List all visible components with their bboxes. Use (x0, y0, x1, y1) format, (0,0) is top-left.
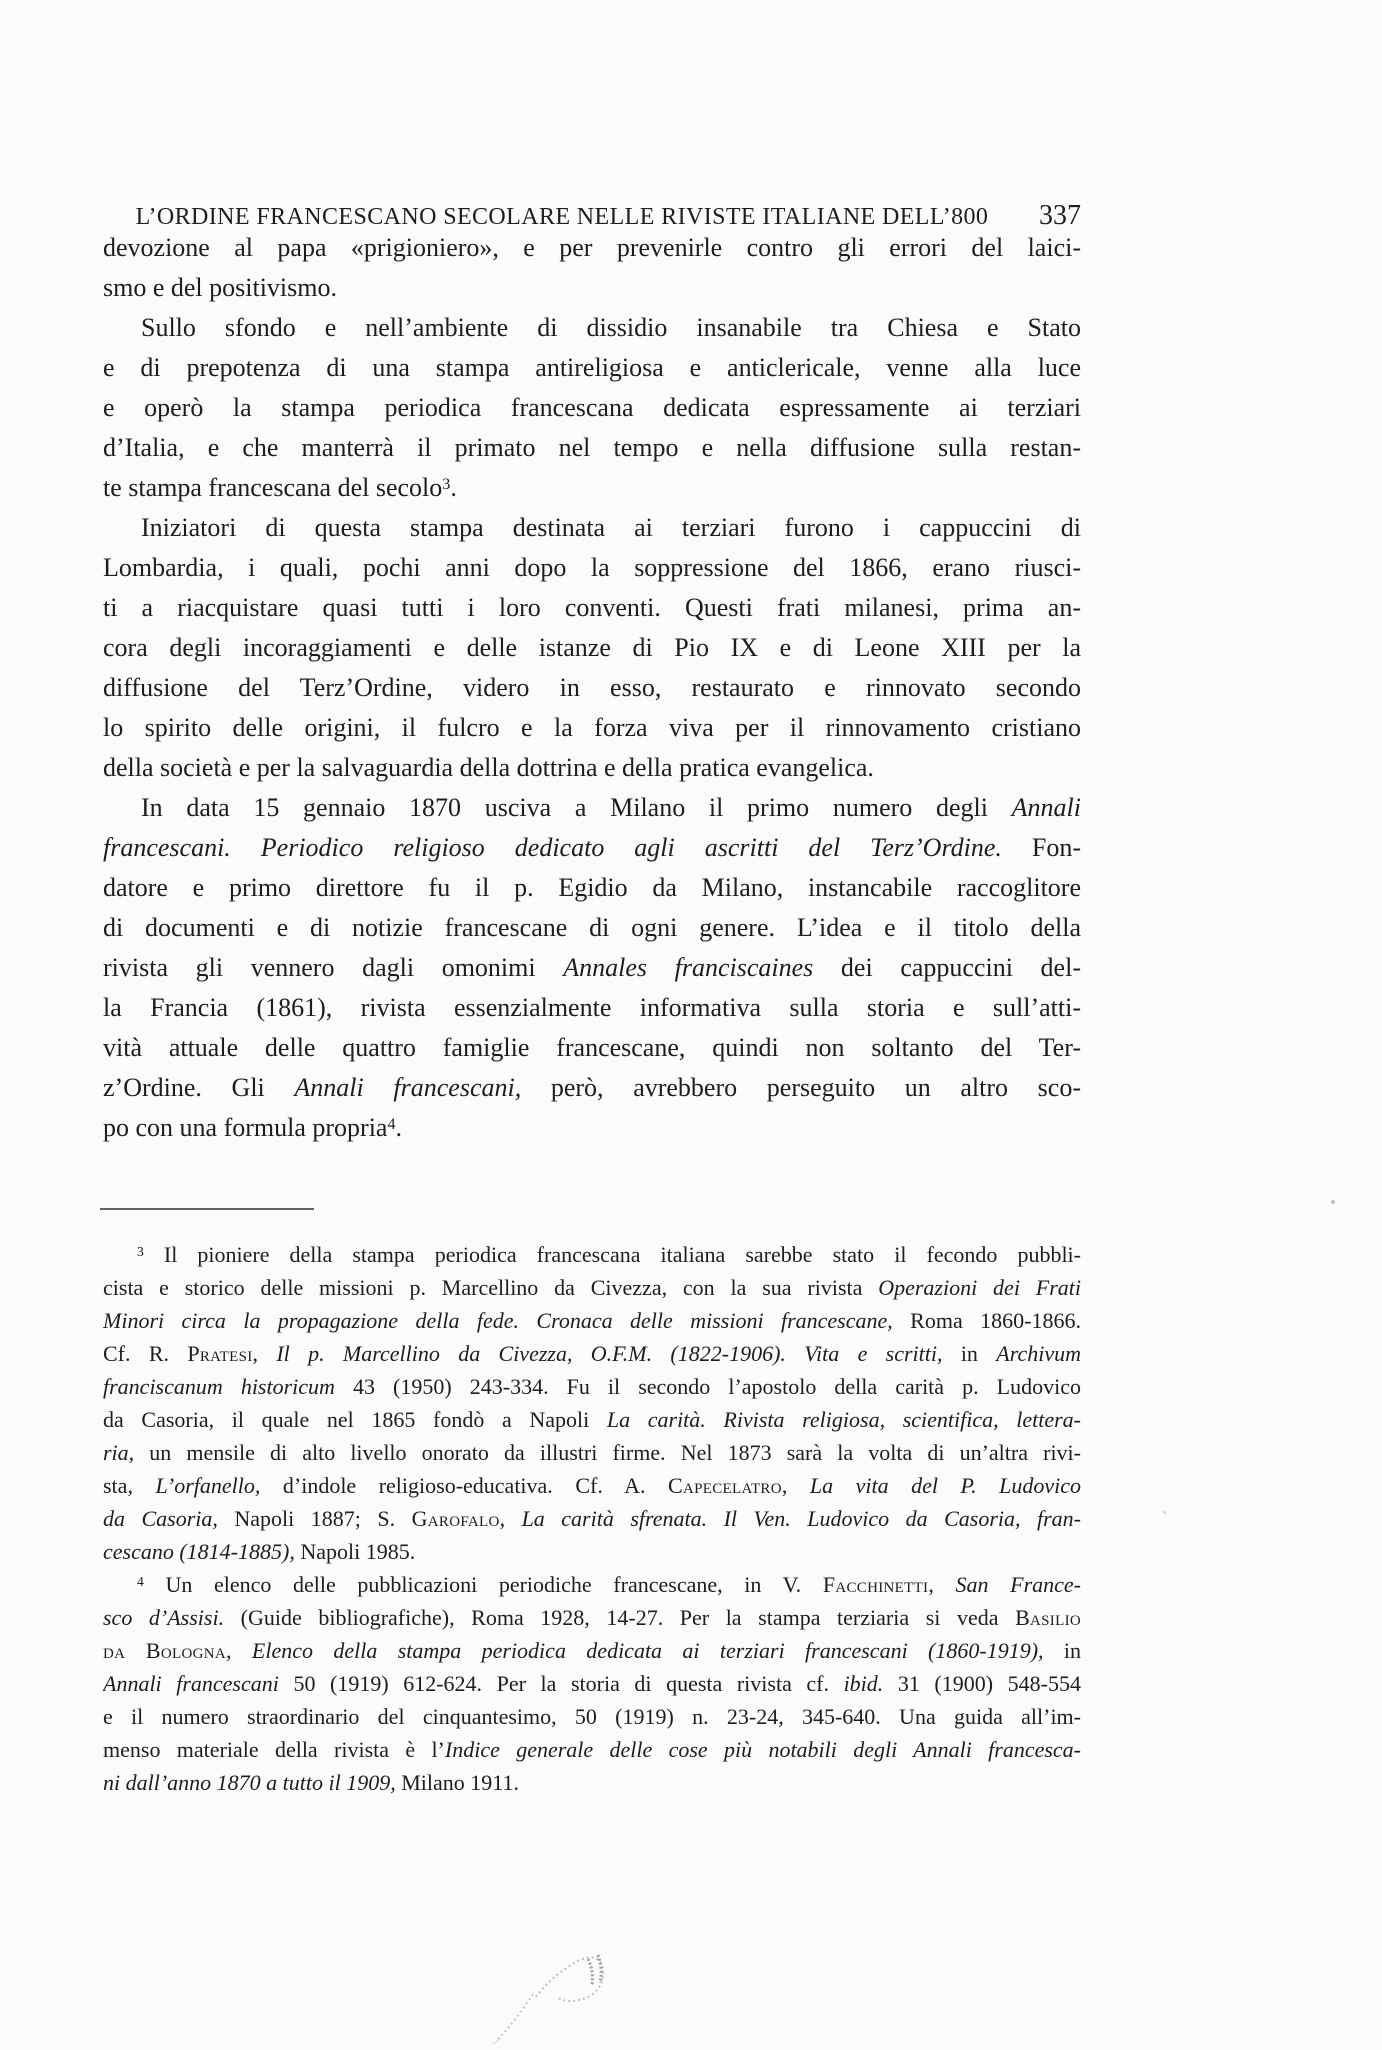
text-line (103, 628, 1081, 668)
scan-speck (1163, 1511, 1166, 1514)
text-run: cora degli incoraggiamenti e delle istanze di Pio IX e di Leone XIII per la (103, 633, 1081, 662)
footnote-separator (100, 1208, 314, 1210)
text-run: cista e storico delle missioni p. Marcellino da Civezza, con la sua rivista (103, 1275, 879, 1300)
text-run: po con una formula propria (103, 1113, 388, 1142)
text-run: un mensile di alto livello onorato da illustri firme. Nel 1873 sarà la volta di un’altra rivi- (134, 1440, 1081, 1465)
text-line (103, 1403, 1081, 1436)
text-run: smo e del positivismo. (103, 273, 337, 302)
paragraph (103, 508, 1081, 788)
text-run: Roma 1860-1866. (892, 1308, 1081, 1333)
text-run: . (395, 1113, 403, 1142)
text-run: Sullo sfondo e nell’ambiente di dissidio insanabile tra Chiesa e Stato (141, 313, 1081, 342)
text-run: da Casoria, il quale nel 1865 fondò a Napoli (103, 1407, 607, 1432)
text-line (103, 1238, 1081, 1271)
text-line (103, 1766, 1081, 1799)
text-line (103, 1568, 1081, 1601)
text-run: da Casoria, (103, 1506, 218, 1531)
text-line (103, 1700, 1081, 1733)
text-run: Annali (1011, 793, 1081, 822)
scribble-stroke (588, 1955, 601, 1985)
text-line (103, 1634, 1081, 1667)
text-run: però, avrebbero perseguito un altro sco- (521, 1073, 1081, 1102)
text-line (103, 1667, 1081, 1700)
text-run: Annali francescani, (294, 1073, 522, 1102)
paragraph (103, 1238, 1081, 1568)
text-run: ibid. (843, 1671, 884, 1696)
paragraph (103, 308, 1081, 508)
text-run: 3 (137, 1243, 144, 1259)
text-line (103, 268, 1081, 308)
text-run: in (942, 1341, 997, 1366)
text-run: Garofalo (411, 1506, 500, 1531)
running-head-title: L’ORDINE FRANCESCANO SECOLARE NELLE RIVISTE ITALIANE DELL’800 (135, 204, 989, 230)
text-run: Il pioniere della stampa periodica francescana italiana sarebbe stato il fecondo pubbli- (143, 1242, 1081, 1267)
text-line (103, 948, 1081, 988)
text-run: e operò la stampa periodica francescana dedicata espressamente ai terziari (103, 393, 1081, 422)
paragraph (103, 1568, 1081, 1799)
text-run: 50 (1919) 612-624. Per la storia di questa rivista cf. (278, 1671, 844, 1696)
text-run: menso materiale della rivista è l’ (103, 1737, 445, 1762)
text-run: lo spirito delle origini, il fulcro e la forza viva per il rinnovamento cristiano (103, 713, 1081, 742)
text-run: 4 (137, 1573, 144, 1589)
text-run: 4 (387, 1115, 396, 1133)
text-run: datore e primo direttore fu il p. Egidio da Milano, instancabile raccoglitore (103, 873, 1081, 902)
text-run: , (252, 1341, 277, 1366)
text-run: Il p. Marcellino da Civezza, O.F.M. (1822-1906). Vita e scritti, (276, 1341, 943, 1366)
text-run: Basilio (1015, 1605, 1081, 1630)
text-line (103, 748, 1081, 788)
paragraph (103, 228, 1081, 308)
text-run: francescani. Periodico religioso dedicato agli ascritti del Terz’Ordine. (103, 833, 1002, 862)
text-line (103, 1108, 1081, 1148)
text-run: Napoli 1985. (294, 1539, 416, 1564)
text-run: Operazioni dei Frati (878, 1275, 1081, 1300)
text-line (103, 908, 1081, 948)
text-run: Cf. R. (103, 1341, 188, 1366)
text-run: , (226, 1638, 252, 1663)
text-run: sco d’Assisi. (103, 1605, 225, 1630)
text-line (103, 548, 1081, 588)
text-run: ria, (103, 1440, 135, 1465)
text-run: Capecelatro (668, 1473, 782, 1498)
text-line (103, 668, 1081, 708)
text-run: In data 15 gennaio 1870 usciva a Milano il primo numero degli (141, 793, 1012, 822)
text-run: della società e per la salvaguardia della dottrina e della pratica evangelica. (103, 753, 874, 782)
text-run: La carità. Rivista religiosa, scientifica, lettera- (606, 1407, 1081, 1432)
text-run: La carità sfrenata. Il Ven. Ludovico da Casoria, fran- (521, 1506, 1081, 1531)
text-run: vità attuale delle quattro famiglie francescane, quindi non soltanto del Ter- (103, 1033, 1081, 1062)
text-run: Milano 1911. (395, 1770, 519, 1795)
text-run: L’orfanello, (155, 1473, 261, 1498)
text-run: da Bologna (103, 1638, 227, 1663)
text-line (103, 308, 1081, 348)
text-line (103, 1271, 1081, 1304)
text-run: 3 (442, 475, 451, 493)
text-run: d’indole religioso-educativa. Cf. A. (260, 1473, 669, 1498)
text-run: , (928, 1572, 956, 1597)
text-run: cescano (1814-1885), (103, 1539, 295, 1564)
text-line (103, 828, 1081, 868)
text-line (103, 868, 1081, 908)
text-run: Pratesi (187, 1341, 253, 1366)
text-line (103, 588, 1081, 628)
text-run: di documenti e di notizie francescane di ogni genere. L’idea e il titolo della (103, 913, 1081, 942)
text-line (103, 1370, 1081, 1403)
text-run: Napoli 1887; S. (217, 1506, 412, 1531)
text-run: sta, (103, 1473, 156, 1498)
text-line (103, 1028, 1081, 1068)
text-line (103, 428, 1081, 468)
text-run: Fon- (1001, 833, 1081, 862)
text-line (103, 988, 1081, 1028)
text-line (103, 1733, 1081, 1766)
page-number: 337 (1039, 200, 1081, 231)
text-run: , (781, 1473, 810, 1498)
text-line (103, 1436, 1081, 1469)
text-run: franciscanum historicum (103, 1374, 335, 1399)
scribble-stroke (498, 1993, 534, 2039)
text-run: Elenco della stampa periodica dedicata ai terziari francescani (1860-1919), (251, 1638, 1044, 1663)
text-line (103, 1304, 1081, 1337)
text-run: Annales franciscaines (563, 953, 814, 982)
text-run: La vita del P. Ludovico (809, 1473, 1081, 1498)
text-run: Un elenco delle pubblicazioni periodiche francescane, in V. (143, 1572, 823, 1597)
text-run: e di prepotenza di una stampa antireligiosa e anticlericale, venne alla luce (103, 353, 1081, 382)
text-line (103, 1337, 1081, 1370)
text-run: Indice generale delle cose più notabili degli Annali francesca- (444, 1737, 1081, 1762)
text-run: Archivum (996, 1341, 1081, 1366)
text-run: z’Ordine. Gli (103, 1073, 295, 1102)
text-run: 43 (1950) 243-334. Fu il secondo l’apostolo della carità p. Ludovico (334, 1374, 1081, 1399)
paragraph (103, 788, 1081, 1148)
text-run: in (1043, 1638, 1081, 1663)
text-line (103, 1535, 1081, 1568)
text-run: te stampa francescana del secolo (103, 473, 443, 502)
text-line (103, 1601, 1081, 1634)
text-run: . (450, 473, 457, 502)
text-run: Minori circa la propagazione della fede. Cronaca delle missioni francescane, (103, 1308, 893, 1333)
pencil-scribble (470, 1935, 650, 2050)
text-line (103, 468, 1081, 508)
text-run: (Guide bibliografiche), Roma 1928, 14-27. Per la stampa terziaria si veda (224, 1605, 1016, 1630)
text-line (103, 708, 1081, 748)
text-run: Facchinetti (822, 1572, 929, 1597)
text-run: ni dall’anno 1870 a tutto il 1909, (103, 1770, 396, 1795)
text-run: d’Italia, e che manterrà il primato nel tempo e nella diffusione sulla restan- (103, 433, 1081, 462)
text-run: 31 (1900) 548-554 (883, 1671, 1081, 1696)
text-line (103, 788, 1081, 828)
footnotes (103, 1238, 1081, 1799)
text-run: Lombardia, i quali, pochi anni dopo la soppressione del 1866, erano riusci- (103, 553, 1081, 582)
text-run: , (499, 1506, 522, 1531)
text-run: devozione al papa «prigioniero», e per prevenirle contro gli errori del laici- (103, 233, 1081, 262)
text-line (103, 1502, 1081, 1535)
text-run: rivista gli vennero dagli omonimi (103, 953, 564, 982)
text-run: Annali francescani (103, 1671, 279, 1696)
text-line (103, 508, 1081, 548)
text-run: Iniziatori di questa stampa destinata ai terziari furono i cappuccini di (141, 513, 1081, 542)
text-line (103, 1469, 1081, 1502)
text-line (103, 1068, 1081, 1108)
body-text (103, 228, 1081, 1148)
text-run: San France- (955, 1572, 1081, 1597)
text-line (103, 348, 1081, 388)
text-run: dei cappuccini del- (813, 953, 1081, 982)
text-run: la Francia (1861), rivista essenzialmente informativa sulla storia e sull’atti- (103, 993, 1081, 1022)
text-run: ti a riacquistare quasi tutti i loro conventi. Questi frati milanesi, prima an- (103, 593, 1081, 622)
text-run: diffusione del Terz’Ordine, videro in esso, restaurato e rinnovato secondo (103, 673, 1081, 702)
scan-speck (1331, 1200, 1335, 1204)
text-line (103, 388, 1081, 428)
text-run: e il numero straordinario del cinquantesimo, 50 (1919) n. 23-24, 345-640. Una guida all’im- (103, 1704, 1081, 1729)
text-line (103, 228, 1081, 268)
